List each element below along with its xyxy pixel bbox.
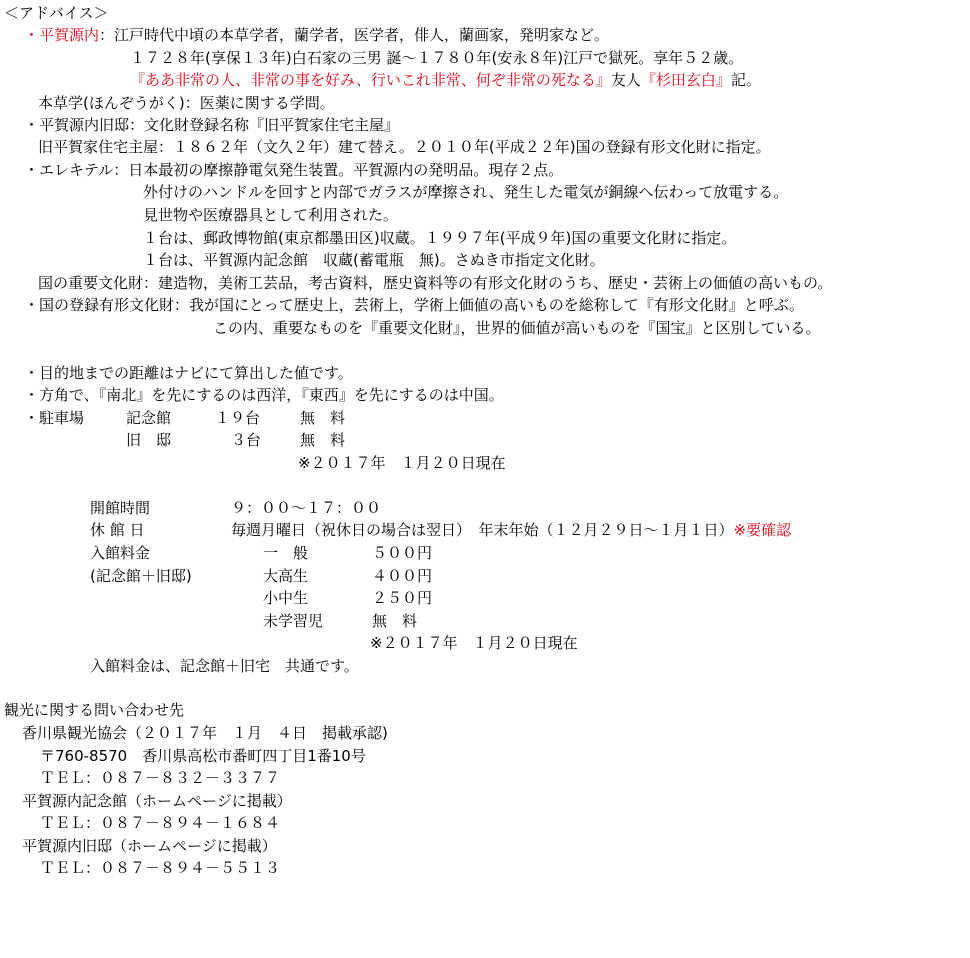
distance-note: ・目的地までの距離はナビにて算出した値です。 (24, 364, 353, 382)
honzogaku-note: 本草学(ほんぞうがく)：医薬に関する学問。 (38, 94, 335, 112)
kagawa-association-name: 香川県観光協会（２０１７年 １月 ４日 掲載承認) (22, 724, 388, 742)
elekiter-line-5: １台は、平賀源内記念館 収蔵(蓄電瓶 無)。さぬき市指定文化財。 (143, 251, 605, 269)
elekiter-line-3: 見世物や医療器具として利用された。 (143, 206, 399, 224)
gennai-line (24, 25, 609, 45)
fee-type-1: 一 般 (263, 544, 309, 562)
confirm-note: ※要確認 (733, 521, 792, 539)
quote-friend-prefix: 友人 (610, 71, 641, 89)
direction-note: ・方角で、『南北』を先にするのは西洋，『東西』を先にするのは中国。 (24, 386, 504, 404)
residence-tel: ＴＥＬ：０８７－８９４－５５１３ (40, 859, 281, 877)
parking-place-2: 旧 邸 (126, 431, 172, 449)
kagawa-association-tel: ＴＥＬ：０８７－８３２－３３７７ (40, 769, 281, 787)
kagawa-association-address: 〒760-8570 香川県高松市番町四丁目1番10号 (40, 747, 366, 765)
parking-count-2: ３台 (231, 431, 262, 449)
fee-asof: ※２０１７年 １月２０日現在 (370, 634, 578, 652)
elekiter-line-4: １台は、郵政博物館(東京都墨田区)収蔵。１９９７年(平成９年)国の重要文化財に指定。 (143, 229, 737, 247)
kyutei-line-1: ・平賀源内旧邸：文化財登録名称『旧平賀家住宅主屋』 (24, 116, 400, 134)
parking-asof: ※２０１７年 １月２０日現在 (298, 454, 506, 472)
quote-friend-name: 『杉田玄白』 (640, 71, 731, 89)
closed-days-label: 休 館 日 (90, 521, 145, 539)
fee-price-4: 無 料 (372, 612, 418, 630)
elekiter-line-1: ・エレキテル：日本最初の摩擦静電気発生装置。平賀源内の発明品。現存２点。 (24, 161, 564, 179)
elekiter-line-2: 外付けのハンドルを回すと内部でガラスが摩擦され、発生した電気が銅線へ伝わって放電する。 (143, 183, 789, 201)
parking-label: ・駐車場 (24, 409, 85, 427)
fee-type-4: 未学習児 (263, 612, 324, 630)
fee-type-2: 大高生 (263, 567, 309, 585)
fee-price-1: ５００円 (372, 544, 433, 562)
gennai-life: １７２８年(享保１３年)白石家の三男 誕～１７８０年(安永８年)江戸で獄死。享年５２歳。 (130, 49, 744, 67)
gennai-quote-line (130, 70, 761, 90)
fee-sub-label: (記念館＋旧邸) (90, 567, 192, 585)
museum-name: 平賀源内記念館（ホームページに掲載） (22, 792, 292, 810)
fee-price-2: ４００円 (372, 567, 433, 585)
toroku-line-1: ・国の登録有形文化財：我が国にとって歴史上，芸術上，学術上価値の高いものを総称して『有形文化財』と呼ぶ。 (24, 296, 805, 314)
parking-count-1: １９台 (215, 409, 261, 427)
open-hours-value: ９：００～１７：００ (231, 499, 382, 517)
kyutei-line-2: 旧平賀家住宅主屋：１８６２年（文久２年）建て替え。２０１０年(平成２２年)国の登録有形文化財に指定。 (38, 138, 771, 156)
gennai-description: ：江戸時代中頃の本草学者，蘭学者，医学者，俳人，蘭画家，発明家など。 (99, 26, 610, 44)
parking-place-1: 記念館 (126, 409, 172, 427)
gennai-label: ・平賀源内 (24, 26, 100, 44)
fee-label: 入館料金 (90, 544, 151, 562)
fee-price-3: ２５０円 (372, 589, 433, 607)
advice-heading: ＜アドバイス＞ (4, 4, 109, 22)
gennai-quote: 『ああ非常の人、非常の事を好み、行いこれ非常、何ぞ非常の死なる』 (130, 71, 611, 89)
parking-fee-1: 無 料 (300, 409, 346, 427)
fee-type-3: 小中生 (263, 589, 309, 607)
open-hours-label: 開館時間 (90, 499, 151, 517)
closed-days-value: 毎週月曜日（祝休日の場合は翌日） 年末年始（１２月２９日～１月１日） (231, 521, 734, 539)
parking-fee-2: 無 料 (300, 431, 346, 449)
closed-days-line (231, 520, 791, 540)
residence-name: 平賀源内旧邸（ホームページに掲載） (22, 837, 277, 855)
museum-tel: ＴＥＬ：０８７－８９４－１６８４ (40, 814, 281, 832)
contact-heading: 観光に関する問い合わせ先 (4, 701, 185, 719)
juyo-bunkazai-note: 国の重要文化財：建造物，美術工芸品，考古資料，歴史資料等の有形文化財のうち、歴史・芸術上の価値の高いもの。 (38, 274, 833, 292)
toroku-line-2: この内、重要なものを『重要文化財』，世界的価値が高いものを『国宝』と区別している。 (213, 319, 821, 337)
fee-common-note: 入館料金は、記念館＋旧宅 共通です。 (90, 657, 359, 675)
quote-friend-suffix: 記。 (730, 71, 761, 89)
